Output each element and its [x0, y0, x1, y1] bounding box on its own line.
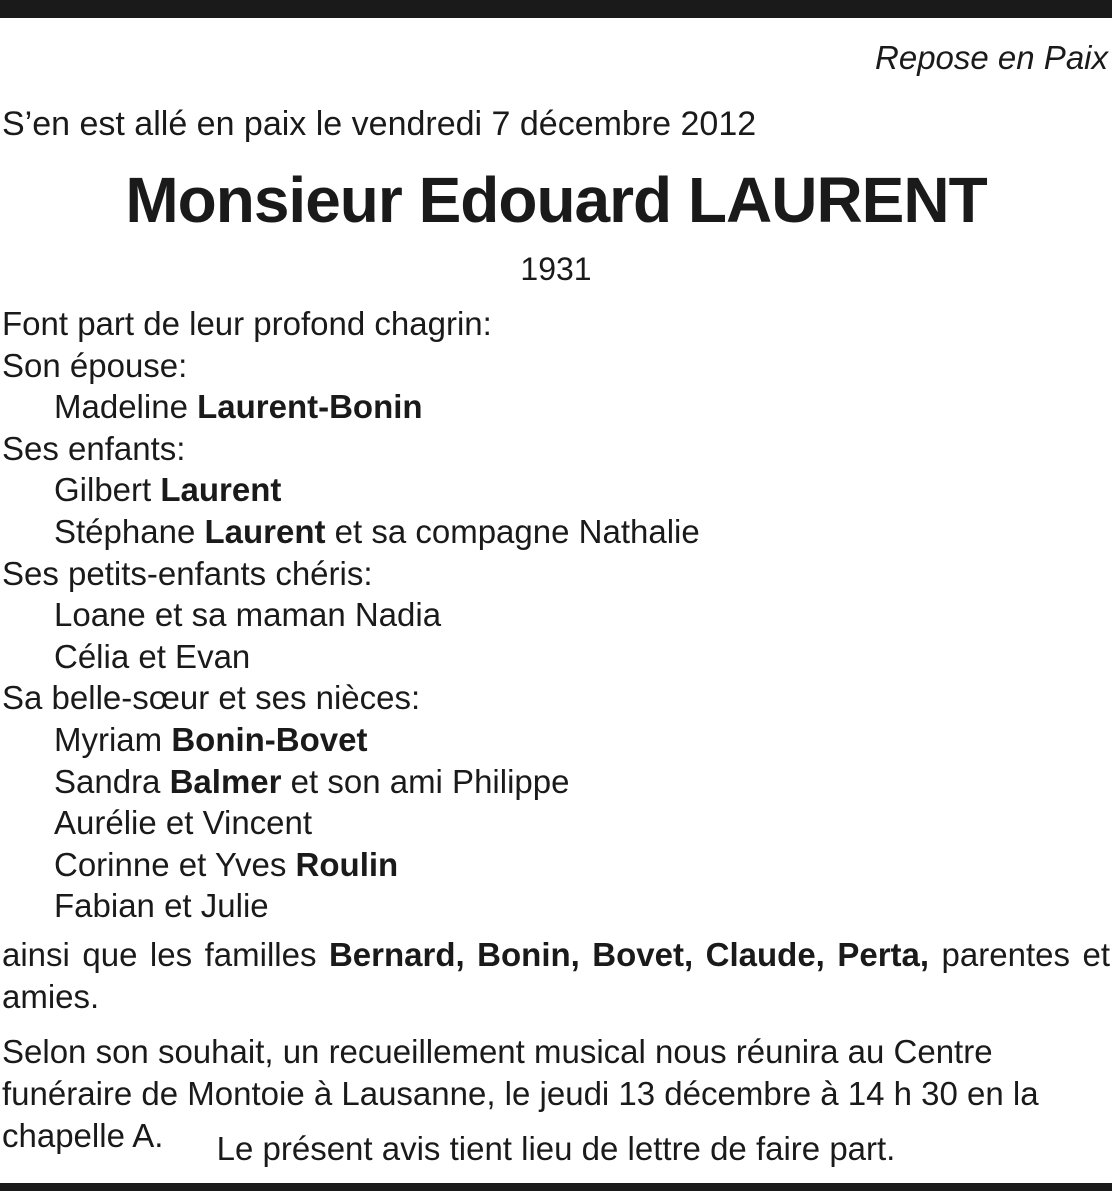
birth-year: 1931 — [520, 251, 592, 287]
first-name: Madeline — [54, 388, 198, 426]
surname: Laurent — [160, 471, 282, 509]
closing-suffix: parentes et amies. — [2, 936, 1110, 1015]
first-name: Gilbert — [54, 471, 161, 509]
spouse-heading: Son épouse: — [2, 346, 188, 384]
first-name: Fabian et Julie — [54, 887, 269, 925]
announcement-line: Font part de leur profond chagrin: — [2, 305, 492, 342]
first-name: Corinne et Yves — [54, 845, 296, 883]
inlaw-entry — [2, 719, 1110, 761]
spouse-entry — [2, 386, 1110, 428]
inlaw-entry — [2, 802, 1110, 844]
notice-line: Le présent avis tient lieu de lettre de faire part. — [216, 1130, 896, 1167]
inlaw-entry — [2, 844, 1110, 886]
surname: Roulin — [295, 845, 399, 883]
first-name: Sandra — [54, 762, 170, 800]
death-date-line: S’en est allé en paix le vendredi 7 décembre 2012 — [2, 105, 757, 143]
first-name: Myriam — [54, 720, 172, 758]
bottom-rule — [0, 1183, 1112, 1191]
extended-family-paragraph — [2, 934, 1110, 1017]
inlaw-entry — [2, 761, 1110, 803]
children-heading: Ses enfants: — [2, 429, 186, 467]
family-names: Bernard, Bonin, Bovet, Claude, Perta, — [328, 936, 930, 973]
epigraph: Repose en Paix — [875, 39, 1108, 76]
top-rule — [0, 0, 1112, 18]
first-name: Stéphane — [54, 512, 205, 550]
surname: Bonin-Bovet — [171, 720, 368, 758]
surname: Balmer — [169, 762, 282, 800]
grandchild-entry: Loane et sa maman Nadia — [54, 596, 442, 634]
first-name: Aurélie et Vincent — [54, 804, 313, 842]
child-entry — [2, 469, 1110, 511]
service-paragraph: Selon son souhait, un recueillement musical nous réunira au Centre funéraire de Montoie à Lausanne, le jeudi 13 décembre à 14 h 30 en la chapelle A. — [2, 1033, 1039, 1154]
inlaw-entry — [2, 885, 1110, 927]
child-entry — [2, 511, 1110, 553]
deceased-name: Monsieur Edouard LAURENT — [125, 164, 987, 236]
grandchild-entry: Célia et Evan — [54, 637, 251, 675]
entry-rest: et son ami Philippe — [281, 762, 570, 800]
surname: Laurent — [204, 512, 326, 550]
entry-rest: et sa compagne Nathalie — [325, 512, 700, 550]
closing-prefix: ainsi que les familles — [2, 936, 329, 973]
family-list — [2, 303, 1110, 927]
surname: Laurent-Bonin — [197, 388, 423, 426]
grandchildren-heading: Ses petits-enfants chéris: — [2, 554, 373, 592]
inlaws-heading: Sa belle-sœur et ses nièces: — [2, 679, 421, 717]
